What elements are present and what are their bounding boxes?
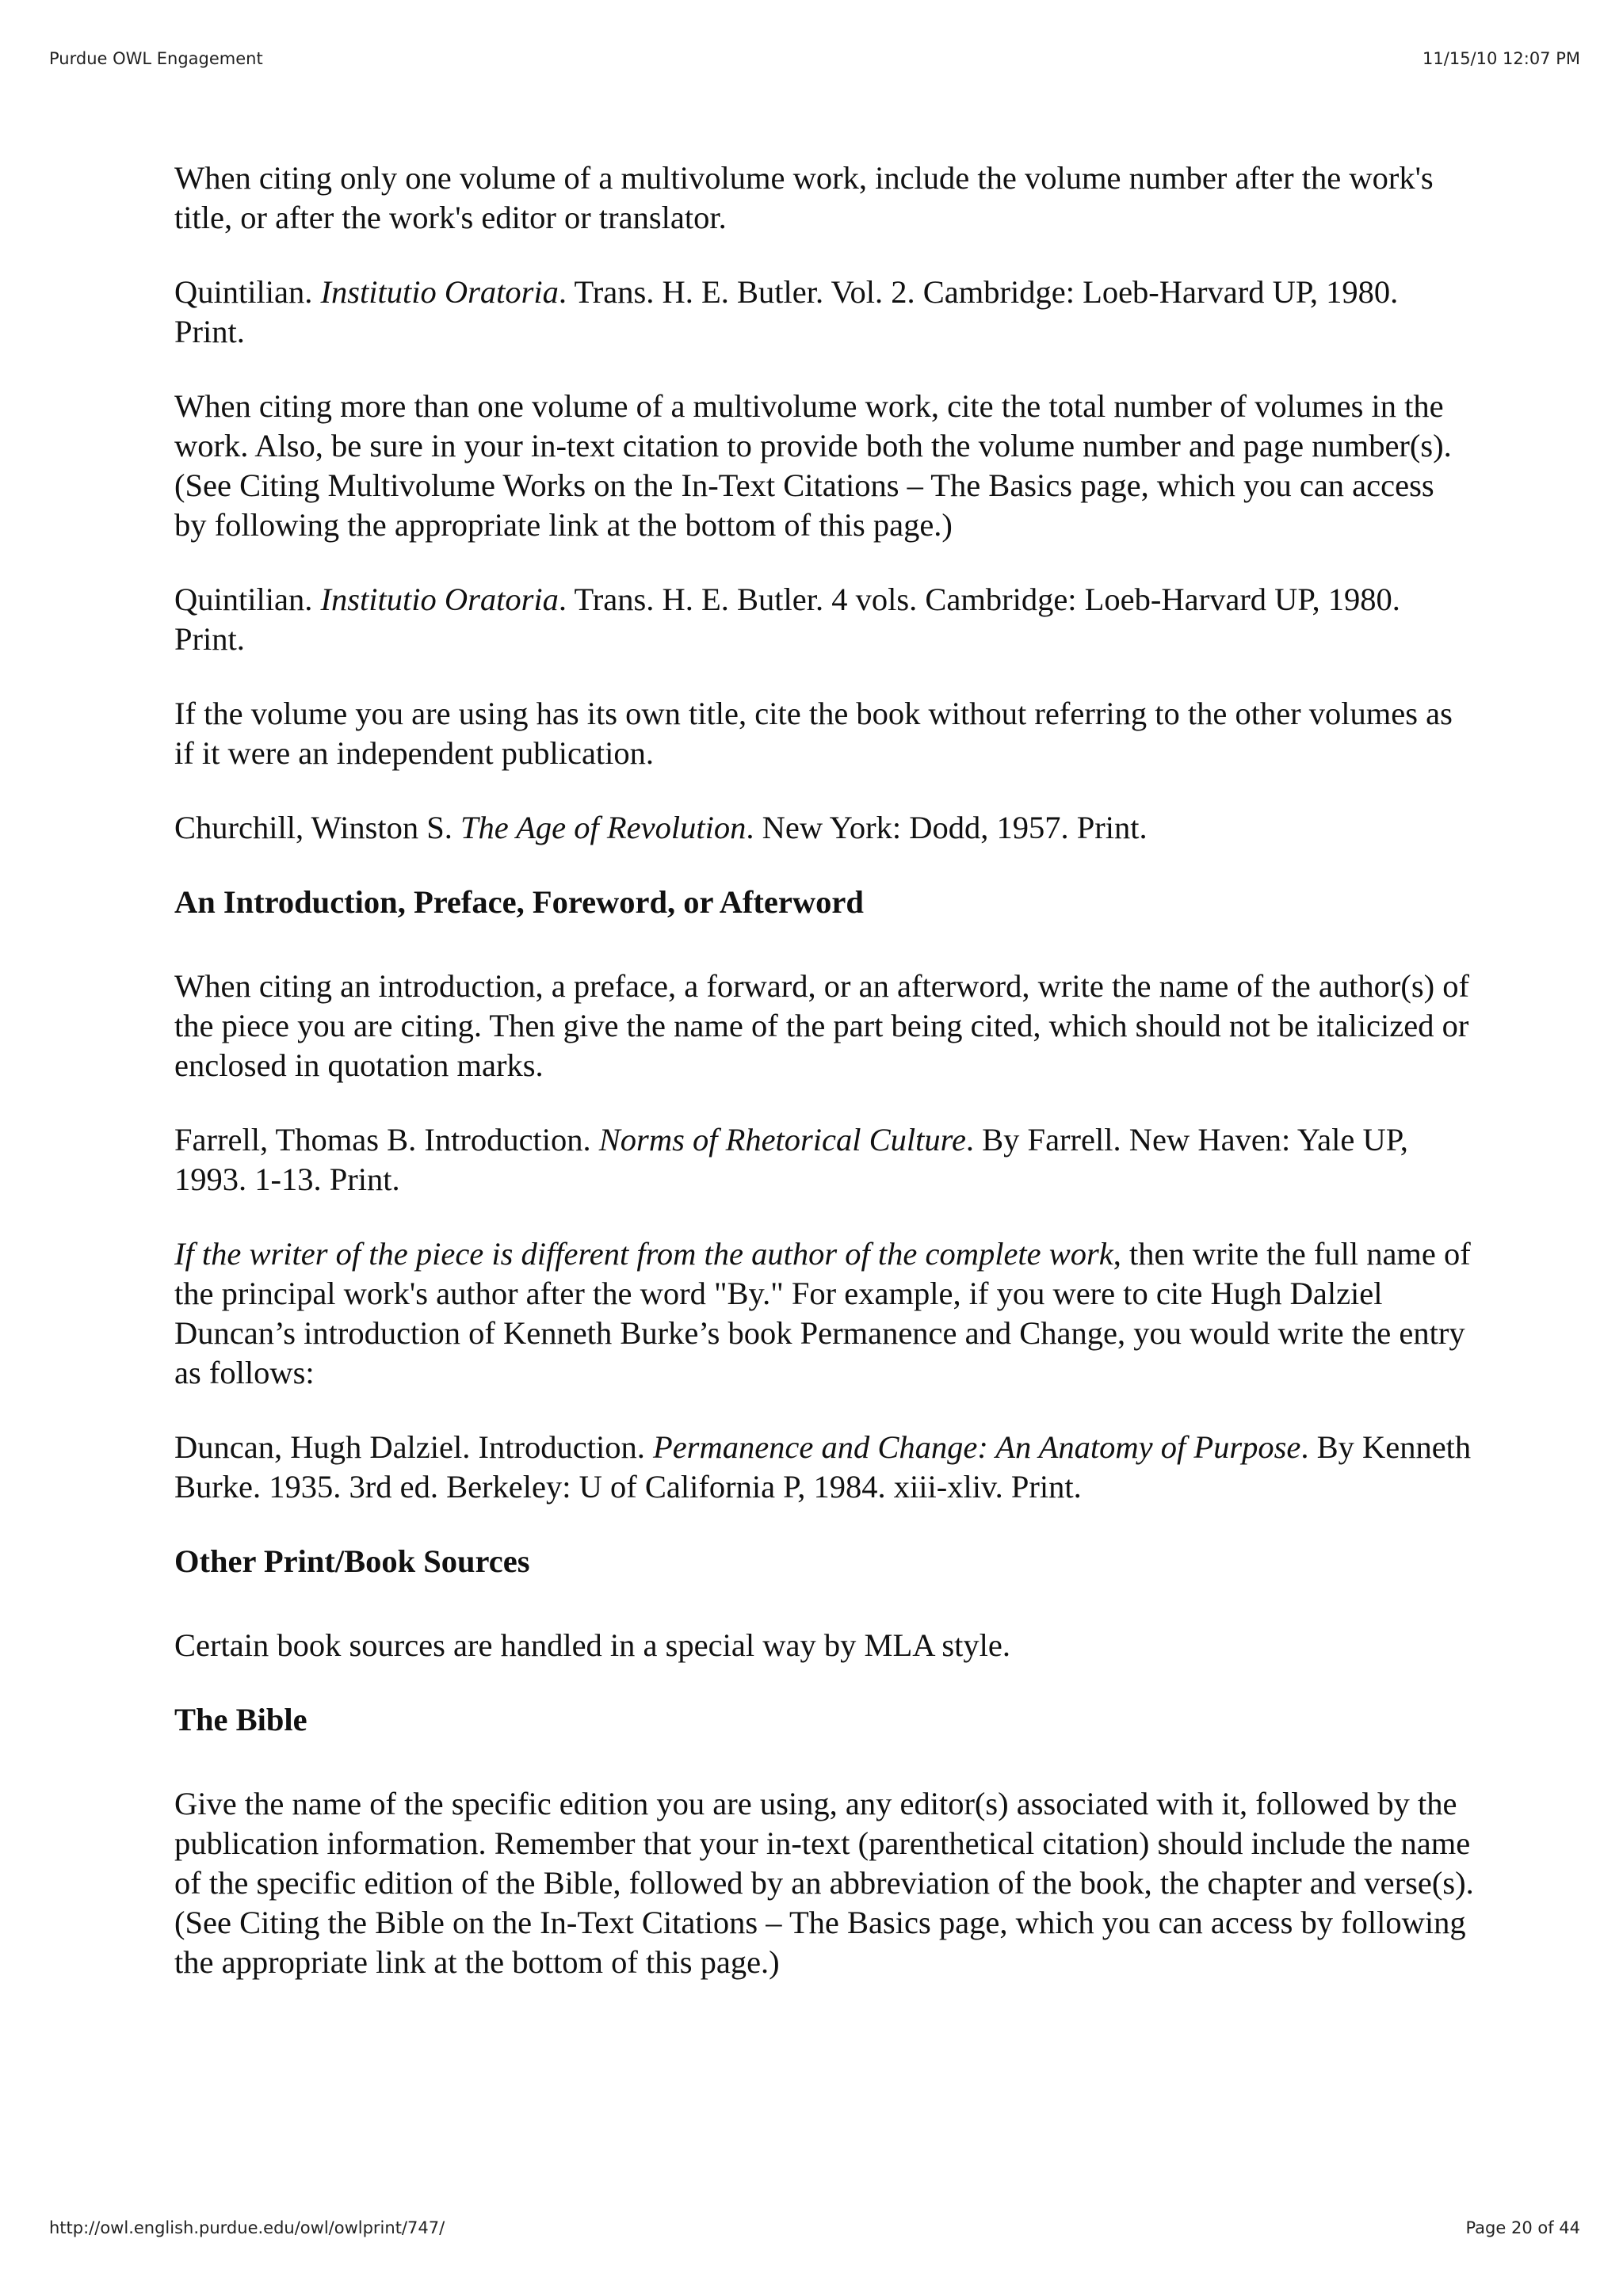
paragraph-multiple-volumes: When citing more than one volume of a multivolume work, cite the total number of volumes in the work. Also, be sure in your in-text citation to provide both the volume number and page number(s). (See Citing Multivolume Works on the In-Text Citations – The Basics page, which you can access by following the appropriate link at the bottom of this page.) [174, 388, 1452, 543]
header-datetime: 11/15/10 12:07 PM [1423, 49, 1580, 68]
section-heading-introduction: An Introduction, Preface, Foreword, or Afterword [174, 884, 864, 920]
paragraph-own-title: If the volume you are using has its own title, cite the book without referring to the other volumes as if it were an independent publication. [174, 696, 1453, 771]
section-heading-bible: The Bible [174, 1702, 307, 1737]
paragraph-other-sources: Certain book sources are handled in a special way by MLA style. [174, 1627, 1010, 1663]
paragraph-single-volume: When citing only one volume of a multivolume work, include the volume number after the work's title, or after the work's editor or translator. [174, 160, 1434, 235]
example-citation-multiple-volumes: Quintilian. Institutio Oratoria. Trans. H. E. Butler. 4 vols. Cambridge: Loeb-Harvard UP, 1980. Print. [174, 582, 1400, 657]
example-citation-different-writer: Duncan, Hugh Dalziel. Introduction. Permanence and Change: An Anatomy of Purpose. By Kenneth Burke. 1935. 3rd ed. Berkeley: U of California P, 1984. xiii-xliv. Print. [174, 1429, 1472, 1505]
footer-page-number: Page 20 of 44 [1465, 2218, 1580, 2237]
document-body [174, 158, 1474, 1982]
example-citation-single-volume: Quintilian. Institutio Oratoria. Trans. H. E. Butler. Vol. 2. Cambridge: Loeb-Harvard UP, 1980. Print. [174, 274, 1399, 349]
paragraph-introduction: When citing an introduction, a preface, a forward, or an afterword, write the name of the author(s) of the piece you are citing. Then give the name of the part being cited, which should not be italicized or enclosed in quotation marks. [174, 968, 1469, 1083]
footer-url: http://owl.english.purdue.edu/owl/owlprint/747/ [49, 2218, 445, 2237]
paragraph-bible: Give the name of the specific edition you are using, any editor(s) associated with it, followed by the publication information. Remember that your in-text (parenthetical citation) should include the name of the specific edition of the Bible, followed by an abbreviation of the book, the chapter and verse(s). (See Citing the Bible on the In-Text Citations – The Basics page, which you can access by following the appropriate link at the bottom of this page.) [174, 1786, 1474, 1980]
section-heading-other-sources: Other Print/Book Sources [174, 1543, 530, 1579]
paragraph-different-writer: If the writer of the piece is different from the author of the complete work, then write the full name of the principal work's author after the word "By." For example, if you were to cite Hugh Dalziel Duncan’s introduction of Kenneth Burke’s book Permanence and Change, you would write the entry as follows: [174, 1236, 1471, 1390]
header-site-title: Purdue OWL Engagement [49, 49, 263, 68]
example-citation-own-title: Churchill, Winston S. The Age of Revolution. New York: Dodd, 1957. Print. [174, 810, 1148, 845]
example-citation-introduction: Farrell, Thomas B. Introduction. Norms of Rhetorical Culture. By Farrell. New Haven: Yale UP, 1993. 1-13. Print. [174, 1122, 1408, 1197]
